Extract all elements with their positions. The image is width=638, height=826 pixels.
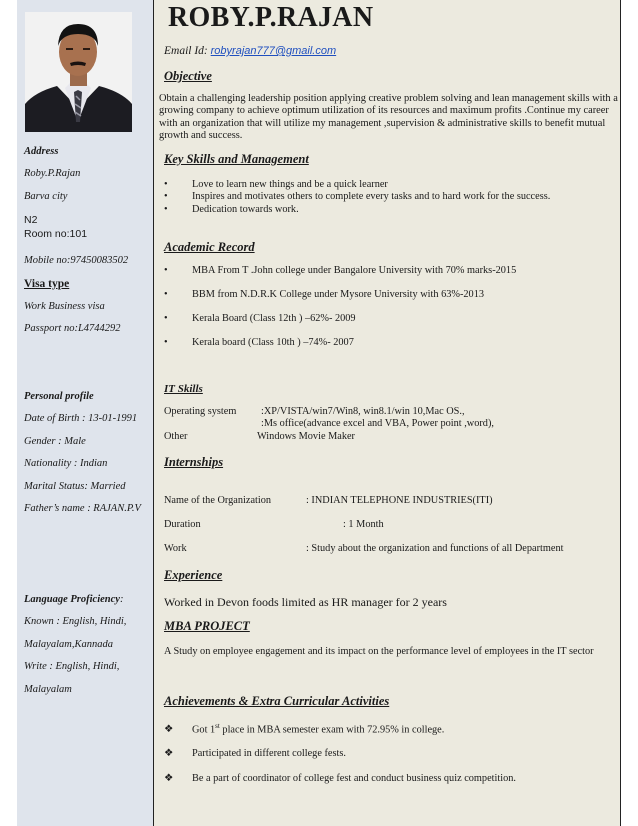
ordinal-suffix: st bbox=[215, 722, 220, 730]
language-colon: : bbox=[119, 594, 124, 605]
nationality: Nationality : Indian bbox=[24, 458, 108, 469]
email-line bbox=[164, 45, 336, 57]
project-text: A Study on employee engagement and its impact on the performance level of employees in the IT sector bbox=[164, 646, 594, 657]
other-label: Other bbox=[164, 431, 188, 442]
address-n2: N2 bbox=[24, 214, 38, 226]
os-label: Operating system bbox=[164, 406, 237, 417]
address-room: Room no:101 bbox=[24, 228, 88, 240]
experience-heading: Experience bbox=[164, 568, 223, 582]
skill-text: Love to learn new things and be a quick learner bbox=[192, 179, 388, 190]
achievement-text-cont: place in MBA semester exam with 72.95% in college. bbox=[219, 724, 445, 736]
achievement-item bbox=[164, 747, 346, 759]
personal-heading: Personal profile bbox=[24, 391, 94, 402]
skill-text: Inspires and motivates others to complete every tasks and to hard work for the success. bbox=[192, 191, 551, 202]
profile-photo bbox=[25, 12, 132, 132]
org-value: : INDIAN TELEPHONE INDUSTRIES(ITI) bbox=[306, 495, 493, 506]
project-heading: MBA PROJECT bbox=[164, 619, 250, 633]
academic-item bbox=[164, 337, 354, 348]
write-languages-cont: Malayalam bbox=[24, 684, 72, 695]
internship-heading: Internships bbox=[164, 455, 224, 469]
duration-value: : 1 Month bbox=[343, 519, 384, 530]
email-label: Email Id: bbox=[164, 45, 208, 57]
bullet-dot-icon: • bbox=[164, 265, 168, 276]
it-heading: IT Skills bbox=[164, 383, 203, 395]
known-languages-cont: Malayalam,Kannada bbox=[24, 639, 113, 650]
academic-heading: Academic Record bbox=[164, 240, 255, 254]
os-value-office: :Ms office(advance excel and VBA, Power point ,word), bbox=[261, 418, 494, 429]
os-value: :XP/VISTA/win7/Win8, win8.1/win 10,Mac OS., bbox=[261, 406, 465, 417]
known-languages: Known : English, Hindi, bbox=[24, 616, 127, 627]
bullet-dot-icon: • bbox=[164, 337, 168, 348]
experience-text: Worked in Devon foods limited as HR manager for 2 years bbox=[164, 595, 447, 609]
diamond-bullet-icon: ❖ bbox=[164, 748, 174, 759]
candidate-name: ROBY.P.RAJAN bbox=[168, 2, 374, 33]
achievement-text: Got 1 bbox=[192, 724, 216, 736]
mobile-number: Mobile no:97450083502 bbox=[24, 255, 129, 266]
academic-text: BBM from N.D.R.K College under Mysore University with 63%-2013 bbox=[192, 289, 485, 300]
academic-item bbox=[164, 289, 484, 300]
achievement-item bbox=[164, 722, 444, 735]
objective-heading: Objective bbox=[164, 69, 212, 83]
objective-text: Obtain a challenging leadership position applying creative problem solving and lean management skills with a growing company to achieve optimum utilization of its resources and maximum profits .Continue my career with an organization that will utilize my management ,supervision & administrative skills to benefit mutual growth and success. bbox=[159, 93, 618, 142]
visa-heading: Visa type bbox=[24, 278, 70, 290]
email-link[interactable]: robyrajan777@gmail.com bbox=[210, 45, 337, 57]
bullet-dot-icon: • bbox=[164, 179, 168, 190]
skill-item bbox=[164, 191, 550, 202]
visa-type: Work Business visa bbox=[24, 301, 105, 312]
marital-status: Marital Status: Married bbox=[24, 481, 126, 492]
date-of-birth: Date of Birth : 13-01-1991 bbox=[24, 413, 138, 424]
achievement-text: Be a part of coordinator of college fest and conduct business quiz competition. bbox=[192, 773, 516, 784]
academic-item bbox=[164, 265, 516, 276]
academic-item bbox=[164, 313, 356, 324]
achievement-item bbox=[164, 772, 516, 784]
address-heading: Address bbox=[24, 146, 59, 157]
skill-item bbox=[164, 179, 388, 190]
skills-heading: Key Skills and Management bbox=[164, 152, 309, 166]
achievements-heading: Achievements & Extra Curricular Activities bbox=[164, 694, 390, 708]
duration-label: Duration bbox=[164, 519, 201, 530]
bullet-dot-icon: • bbox=[164, 313, 168, 324]
write-languages: Write : English, Hindi, bbox=[24, 661, 120, 672]
language-heading-line bbox=[24, 594, 123, 605]
academic-text: Kerala Board (Class 12th ) –62%- 2009 bbox=[192, 313, 356, 324]
language-heading: Language Proficiency bbox=[24, 594, 120, 605]
bullet-dot-icon: • bbox=[164, 191, 168, 202]
diamond-bullet-icon: ❖ bbox=[164, 724, 174, 736]
fathers-name: Father’s name : RAJAN.P.V bbox=[24, 503, 141, 514]
diamond-bullet-icon: ❖ bbox=[164, 773, 174, 784]
passport-number: Passport no:L4744292 bbox=[24, 323, 121, 334]
bullet-dot-icon: • bbox=[164, 204, 168, 215]
achievement-text: Participated in different college fests. bbox=[192, 748, 346, 759]
address-city: Barva city bbox=[24, 191, 68, 202]
work-label: Work bbox=[164, 543, 187, 554]
academic-text: MBA From T .John college under Bangalore University with 70% marks-2015 bbox=[192, 265, 517, 276]
bullet-dot-icon: • bbox=[164, 289, 168, 300]
skill-item bbox=[164, 204, 299, 215]
work-value: : Study about the organization and functions of all Department bbox=[306, 543, 564, 554]
skill-text: Dedication towards work. bbox=[192, 204, 299, 215]
org-label: Name of the Organization bbox=[164, 495, 272, 506]
address-name: Roby.P.Rajan bbox=[24, 168, 81, 179]
academic-text: Kerala board (Class 10th ) –74%- 2007 bbox=[192, 337, 354, 348]
other-value: Windows Movie Maker bbox=[257, 431, 355, 442]
gender: Gender : Male bbox=[24, 436, 86, 447]
